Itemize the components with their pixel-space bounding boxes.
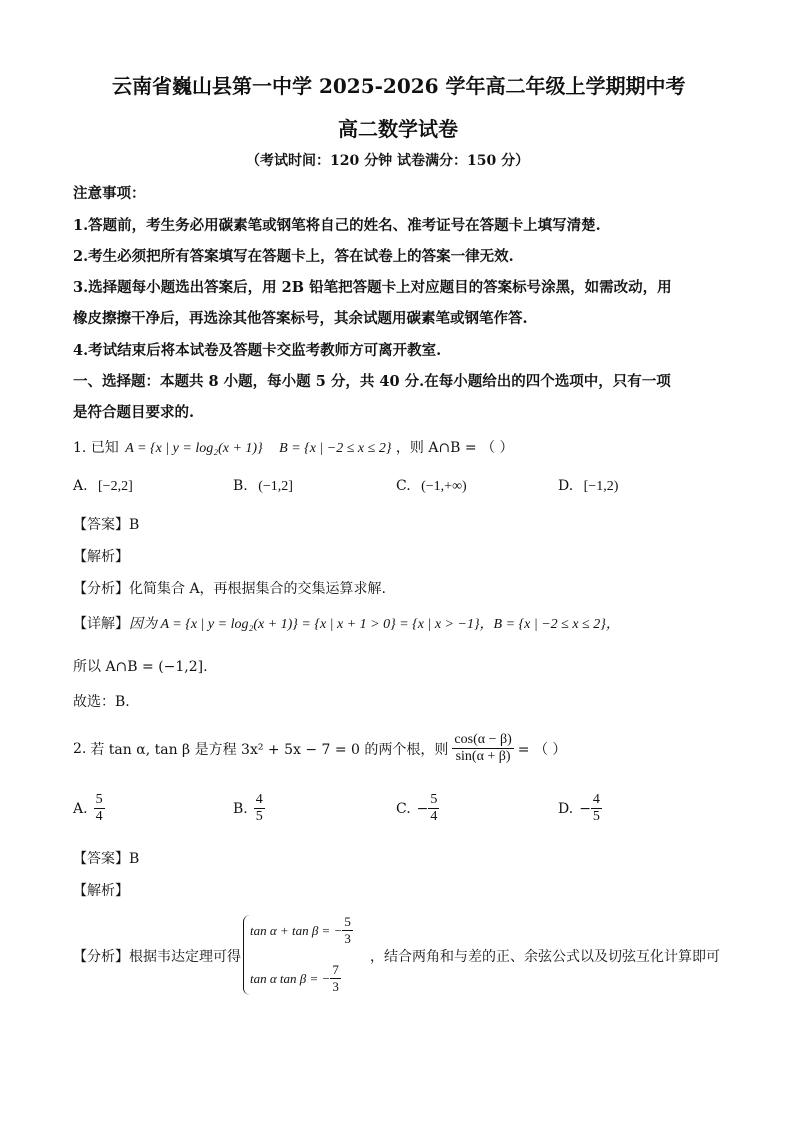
fenxi-tag: 【分析】 (73, 581, 129, 597)
question-suffix: = （ ） (517, 741, 567, 758)
exam-title: 云南省巍山县第一中学 2025-2026 学年高二年级上学期期中考 (112, 74, 686, 98)
question-1 (73, 437, 514, 457)
option-label: D. (558, 478, 574, 494)
answer-tag: 【答案】 (73, 851, 129, 867)
option-label: C. (396, 478, 411, 494)
equation-lhs: tan α tan β = − (250, 970, 331, 986)
answer-line-1 (73, 514, 139, 534)
question-2 (73, 732, 566, 765)
section-heading: 一、选择题：本题共 8 小题，每小题 5 分，共 40 分.在每小题给出的四个选项中，只有一项 (73, 373, 671, 390)
vieta-product (250, 962, 341, 995)
set-b: B = {x | −2 ≤ x ≤ 2} (279, 441, 392, 456)
analysis-tag-1: 【解析】 (73, 549, 129, 565)
note-item-3: 3.选择题每小题选出答案后，用 2B 铅笔把答题卡上对应题目的答案标号涂黑，如需改动，用 (73, 279, 672, 296)
fraction-numerator: 4 (592, 792, 600, 807)
fenxi-text: 化简集合 A，再根据集合的交集运算求解. (129, 581, 387, 597)
fenxi-line-2 (73, 946, 241, 966)
option-label: B. (233, 478, 248, 494)
option-fraction (254, 792, 265, 825)
option-fraction (591, 792, 602, 825)
vieta-sum (250, 914, 353, 947)
fraction-numerator: cos(α − β) (454, 732, 512, 747)
note-item-3-cont: 橡皮擦擦干净后，再选涂其他答案标号，其余试题用碳素笔或钢笔作答. (73, 310, 528, 327)
question-suffix: ，则 A∩B = （ ） (395, 440, 514, 456)
note-item-1: 1.答题前，考生务必用碳素笔或钢笔将自己的姓名、准考证号在答题卡上填写清楚. (73, 217, 601, 234)
option-fraction (428, 792, 439, 825)
question-number: 2. (73, 740, 87, 757)
option-d (558, 792, 602, 825)
fraction-denominator: 3 (332, 979, 339, 994)
detail-tag: 【详解】 (73, 616, 129, 632)
option-value: (−1,+∞) (421, 479, 467, 494)
option-value: (−1,2] (258, 479, 293, 494)
question-prefix: 若 tan α, tan β 是方程 3x² + 5x − 7 = 0 的两个根，则 (90, 741, 449, 758)
notes-heading: 注意事项： (73, 185, 146, 202)
fraction-denominator: 5 (255, 809, 263, 824)
option-d (558, 478, 618, 495)
note-item-2: 2.考生必须把所有答案填写在答题卡上，答在试卷上的答案一律无效. (73, 248, 514, 265)
exam-subtitle: 高二数学试卷 (338, 117, 458, 141)
option-value: [−2,2] (98, 479, 133, 494)
fenxi-text: 根据韦达定理可得 (129, 949, 241, 965)
answer-line-2 (73, 848, 139, 868)
exam-info: （考试时间：120 分钟 试卷满分：150 分） (246, 153, 530, 169)
note-item-4: 4.考试结束后将本试卷及答题卡交监考教师方可离开教室. (73, 342, 442, 359)
option-sign: − (416, 800, 429, 817)
fraction-numerator: 5 (344, 914, 351, 929)
detail-line-1 (73, 613, 620, 633)
option-label: A. (73, 800, 88, 817)
option-value: [−1,2) (583, 479, 619, 494)
fenxi-tag: 【分析】 (73, 949, 129, 965)
fraction-denominator: 5 (592, 809, 600, 824)
option-b (233, 478, 293, 495)
conclusion-line-1: 所以 A∩B = (−1,2]. (73, 659, 208, 675)
option-label: D. (558, 800, 574, 817)
option-c (396, 478, 467, 495)
option-fraction (94, 792, 105, 825)
option-label: B. (233, 800, 248, 817)
set-a: A = {x | y = log₂(x + 1)} (125, 441, 263, 456)
answer-value: B (129, 851, 140, 867)
choose-line-1: 故选：B. (73, 694, 130, 710)
answer-value: B (129, 517, 140, 533)
option-label: A. (73, 478, 88, 494)
fraction-denominator: 3 (344, 931, 351, 946)
option-sign: − (579, 800, 591, 817)
section-heading-cont: 是符合题目要求的. (73, 404, 195, 421)
option-b (233, 792, 265, 825)
equation-lhs: tan α + tan β = − (250, 922, 343, 938)
fraction-numerator: 7 (332, 962, 339, 977)
equation-fraction (330, 962, 341, 995)
fraction-denominator: 4 (430, 809, 438, 824)
equation-fraction (342, 914, 353, 947)
fraction-denominator: 4 (95, 809, 103, 824)
fraction-numerator: 5 (430, 792, 438, 807)
option-label: C. (396, 800, 411, 817)
fenxi-line-1 (73, 578, 386, 598)
ratio-fraction (452, 732, 513, 765)
system-brace (243, 915, 250, 995)
fraction-numerator: 4 (255, 792, 263, 807)
analysis-tag-2: 【解析】 (73, 883, 129, 899)
option-a (73, 792, 105, 825)
question-prefix: 已知 (90, 440, 119, 456)
option-a (73, 478, 133, 495)
question-number: 1. (73, 440, 87, 456)
fenxi-continuation: ，结合两角和与差的正、余弦公式以及切弦互化计算即可 (370, 949, 720, 965)
answer-tag: 【答案】 (73, 517, 129, 533)
fraction-numerator: 5 (95, 792, 103, 807)
fraction-denominator: sin(α + β) (455, 749, 511, 764)
detail-text: 因为 A = {x | y = log₂(x + 1)} = {x | x + 1 > 0} = {x | x > −1}，B = {x | −2 ≤ x ≤ 2}， (129, 617, 620, 632)
option-c (396, 792, 439, 825)
